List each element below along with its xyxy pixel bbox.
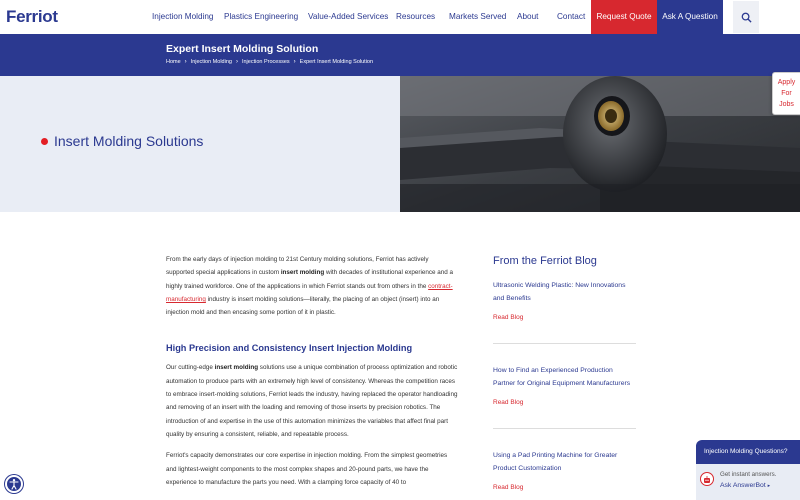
bullet-dot	[41, 138, 48, 145]
intro-paragraph	[166, 253, 458, 319]
capacity-paragraph: Ferriot's capacity demonstrates our core expertise in injection molding. From the simplest geometries and lightest-weight components to the most complex shapes and 20-pound parts, we have the experience to manufacture the parts you need. With a clamping force capacity of 40 to	[166, 452, 448, 486]
hero-title: Insert Molding Solutions	[54, 133, 204, 149]
apply-tab-line-1: Apply	[777, 79, 796, 86]
breadcrumb-home[interactable]: Home	[166, 59, 181, 65]
chat-subtitle: Get instant answers.	[720, 471, 777, 478]
section-heading: High Precision and Consistency Insert Injection Molding	[166, 343, 413, 354]
ferriot-logo[interactable]: Ferriot	[6, 7, 58, 26]
accessibility-icon	[8, 478, 20, 490]
robot-icon	[701, 474, 713, 486]
sidebar-title: From the Ferriot Blog	[493, 255, 597, 267]
blog-post	[493, 344, 636, 429]
main-content	[166, 253, 458, 489]
ask-answerbot-label: Ask AnswerBot	[720, 482, 766, 489]
hero-banner	[0, 76, 800, 212]
blog-sidebar	[493, 255, 636, 491]
precision-text-1: Our cutting-edge	[166, 364, 215, 372]
top-navigation	[0, 0, 800, 34]
request-quote-button[interactable]: Request Quote	[591, 0, 657, 34]
nav-resources[interactable]: Resources	[396, 12, 436, 21]
hero-text-panel	[0, 76, 400, 212]
nav-contact[interactable]: Contact	[557, 12, 586, 21]
nav-about[interactable]: About	[517, 12, 539, 21]
nav-value-added-services[interactable]: Value-Added Services	[308, 12, 389, 21]
apply-tab-line-3: Jobs	[779, 101, 794, 108]
chevron-right-icon: ›	[235, 59, 238, 65]
intro-text-3: industry is insert molding solutions—literally, the placing of an object (insert) into an injection mold and then encasing some portion of it in plastic.	[166, 295, 440, 317]
caret-right-icon: ▸	[767, 483, 771, 489]
answerbot-avatar-icon	[700, 472, 714, 486]
breadcrumb-injection-processes[interactable]: Injection Processes	[241, 59, 290, 65]
ask-question-button[interactable]: Ask A Question	[657, 0, 723, 34]
chevron-right-icon: ›	[184, 59, 187, 65]
hero-image-insert-molding	[400, 76, 800, 212]
intro-bold: insert molding	[280, 269, 325, 277]
blog-post	[493, 279, 636, 344]
contract-manufacturing-link[interactable]: contract-manufacturing	[166, 282, 453, 303]
accessibility-button[interactable]	[5, 475, 23, 493]
chat-widget-header[interactable]: Injection Molding Questions?	[696, 440, 800, 464]
nav-markets-served[interactable]: Markets Served	[449, 12, 507, 21]
breadcrumb-current: Expert Insert Molding Solution	[299, 59, 374, 65]
apply-tab-line-2: For	[781, 90, 792, 97]
blog-post	[493, 429, 636, 491]
page-title: Expert Insert Molding Solution	[166, 43, 319, 55]
read-blog-link[interactable]: Read Blog	[493, 399, 524, 406]
page-title-bar	[0, 34, 800, 76]
precision-paragraph	[166, 361, 458, 441]
nav-injection-molding[interactable]: Injection Molding	[152, 12, 214, 21]
chevron-right-icon: ›	[293, 59, 296, 65]
blog-post-title[interactable]: Ultrasonic Welding Plastic: New Innovations and Benefits	[493, 282, 626, 302]
insert-molding-photo	[400, 76, 800, 212]
intro-text-2: with decades of institutional experience and a highly trained workforce. One of the applications in which Ferriot stands out from others in the	[166, 269, 454, 290]
blog-post-title[interactable]: Using a Pad Printing Machine for Greater Product Customization	[493, 452, 618, 472]
precision-text-2: solutions use a unique combination of process optimization and robotic automation to produce parts with an extremely high level of consistency. Whereas the competition races to embrace insert-molding solutions, Ferriot leads the industry, having replaced the operator handloading and removing of an insert with the loading and removing of those inserts by precision robotics. The introduction of and expertise in the use of this automation minimizes the variables that affect final part quality by ensuring a consistent, reliable, and repeatable process.	[166, 364, 458, 438]
search-button[interactable]	[733, 1, 759, 33]
search-icon	[741, 12, 752, 23]
intro-text-1: From the early days of injection molding to 21st Century molding solutions, Ferriot has actively supported special applications in custom	[166, 256, 429, 277]
read-blog-link[interactable]: Read Blog	[493, 484, 524, 491]
breadcrumb	[166, 59, 373, 65]
precision-bold: insert molding	[214, 364, 259, 372]
ask-answerbot-link[interactable]	[720, 482, 770, 489]
breadcrumb-injection-molding[interactable]: Injection Molding	[190, 59, 232, 65]
read-blog-link[interactable]: Read Blog	[493, 314, 524, 321]
nav-plastics-engineering[interactable]: Plastics Engineering	[224, 12, 299, 21]
blog-post-title[interactable]: How to Find an Experienced Production Partner for Original Equipment Manufacturers	[493, 367, 631, 387]
apply-for-jobs-tab[interactable]	[772, 72, 800, 115]
